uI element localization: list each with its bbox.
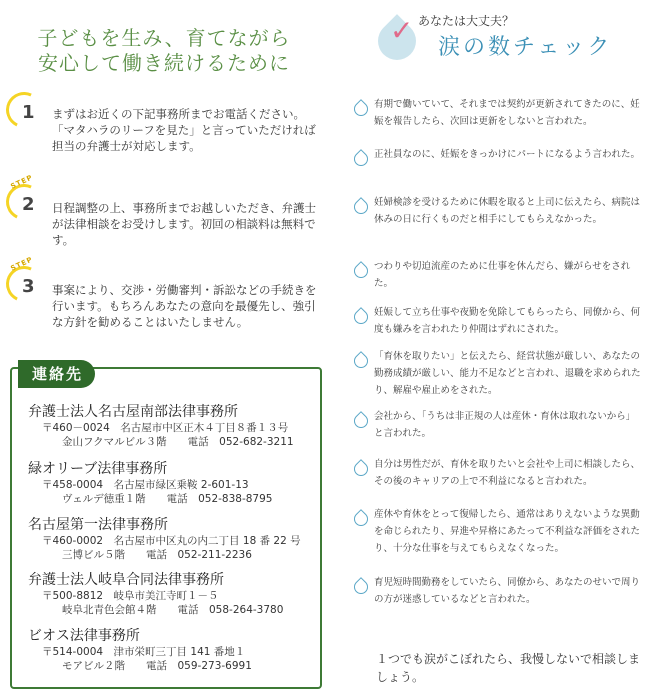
checklist-item-text: 妊娠して立ち仕事や夜勤を免除してもらったら、同僚から、何度も嫌みを言われたり仲間はずれにされた。	[374, 307, 641, 335]
office-entry	[28, 401, 320, 449]
checklist-item-text: 妊婦検診を受けるために休暇を取ると上司に伝えたら、病院は休みの日に行くものだと相手にしてもらえなかった。	[374, 197, 641, 225]
teardrop-icon	[351, 509, 371, 529]
office-entry	[28, 514, 320, 562]
left-title-line2: 安心して働き続けるために	[38, 51, 290, 75]
step-2-marker	[6, 173, 46, 220]
teardrop-icon	[351, 261, 371, 281]
teardrop-icon	[351, 197, 371, 217]
checklist-subtitle: あなたは大丈夫？	[418, 14, 515, 28]
checklist-item-text: 自分は男性だが、育休を取りたいと会社や上司に相談したら、その後のキャリアの上で不利益になると言われた。	[374, 459, 641, 487]
teardrop-icon	[351, 577, 371, 597]
office-entry	[28, 458, 320, 506]
teardrop-icon	[351, 411, 371, 431]
office-name: 緑オリーブ法律事務所	[28, 461, 168, 477]
step-3-text: 事案により、交渉・労働審判・訴訟などの手続きを行います。もちろんあなたの意向を最優先し、強引な方針を勧めることはいたしません。	[52, 283, 317, 329]
office-name: ビオス法律事務所	[28, 628, 140, 644]
checklist-item-text: 会社から、「うちは非正規の人は産休・育休は取れないから」と言われた。	[374, 411, 636, 439]
checklist-item-text: 育児短時間勤務をしていたら、同僚から、あなたのせいで周りの方が迷惑しているなどと言われた。	[374, 577, 641, 605]
step-number: 3	[22, 276, 35, 297]
step-number: 1	[22, 102, 35, 123]
checklist-item-text: 「育休を取りたい」と伝えたら、経営状態が厳しい、あなたの勤務成績が厳しい、能力不足などと言われ、退職を求められたり、解雇や雇止めをされた。	[374, 351, 641, 396]
checklist-item-text: つわりや切迫流産のために仕事を休んだら、嫌がらせをされた。	[374, 261, 631, 289]
step-1-text: まずはお近くの下記事務所までお電話ください。「マタハラのリーフを見た」と言っていただければ担当の弁護士が対応します。	[52, 107, 316, 153]
contact-box	[10, 367, 322, 689]
checkmark-icon: ✓	[390, 14, 414, 47]
teardrop-icon	[351, 307, 371, 327]
step-2-text: 日程調整の上、事務所までお越しいただき、弁護士が法律相談をお受けします。初回の相談料は無料です。	[52, 201, 317, 247]
office-name: 弁護士法人岐阜合同法律事務所	[28, 572, 224, 588]
contact-heading: 連絡先	[18, 360, 95, 388]
closing-message: １つでも涙がこぼれたら、我慢しないで相談しましょう。	[376, 652, 641, 684]
teardrop-icon	[351, 351, 371, 371]
left-title-line1: 子どもを生み、育てながら	[37, 26, 291, 50]
checklist-header	[338, 4, 638, 74]
teardrop-icon	[351, 459, 371, 479]
office-phone: モアビル２階 電話 059-273-6991	[62, 660, 252, 672]
office-address: 〒458-0004 名古屋市緑区乗鞍 2-601-13	[42, 479, 249, 491]
teardrop-icon	[351, 149, 371, 169]
office-phone: 三博ビル５階 電話 052-211-2236	[62, 549, 252, 561]
office-address: 〒460-0002 名古屋市中区丸の内二丁目 18 番 22 号	[42, 535, 301, 547]
step-1-marker	[6, 88, 46, 128]
checklist-title: 涙の数チェック	[438, 35, 613, 60]
office-name: 弁護士法人名古屋南部法律事務所	[28, 404, 238, 420]
office-address: 〒500-8812 岐阜市美江寺町１－５	[42, 590, 219, 602]
office-address: 〒514-0004 津市栄町三丁目 141 番地１	[42, 646, 246, 658]
step-number: 2	[22, 194, 35, 215]
office-phone: ヴェルデ徳重１階 電話 052-838-8795	[62, 493, 273, 505]
step-label: STEP	[9, 173, 35, 191]
checklist-item-text: 正社員なのに、妊娠をきっかけにパートになるよう言われた。	[374, 149, 641, 160]
office-address: 〒460－0024 名古屋市中区正木４丁目８番１３号	[42, 422, 289, 434]
step-label: STEP	[9, 255, 35, 273]
step-3-marker	[6, 255, 46, 302]
office-entry	[28, 569, 320, 617]
checklist-item-text: 産休や育休をとって復帰したら、通常はありえないような異動を命じられたり、昇進や昇格にあたって不利益な評価をされたり、十分な仕事を与えてもらえなくなった。	[374, 509, 641, 554]
office-entry	[28, 625, 320, 673]
teardrop-icon	[351, 99, 371, 119]
office-phone: 岐阜北青色会館４階 電話 058-264-3780	[62, 604, 284, 616]
checklist-item-text: 有期で働いていて、それまでは契約が更新されてきたのに、妊娠を報告したら、次回は更新をしないと言われた。	[374, 99, 640, 127]
right-panel	[338, 0, 646, 692]
office-phone: 金山フクマルビル３階 電話 052-682-3211	[62, 436, 294, 448]
office-name: 名古屋第一法律事務所	[28, 517, 168, 533]
